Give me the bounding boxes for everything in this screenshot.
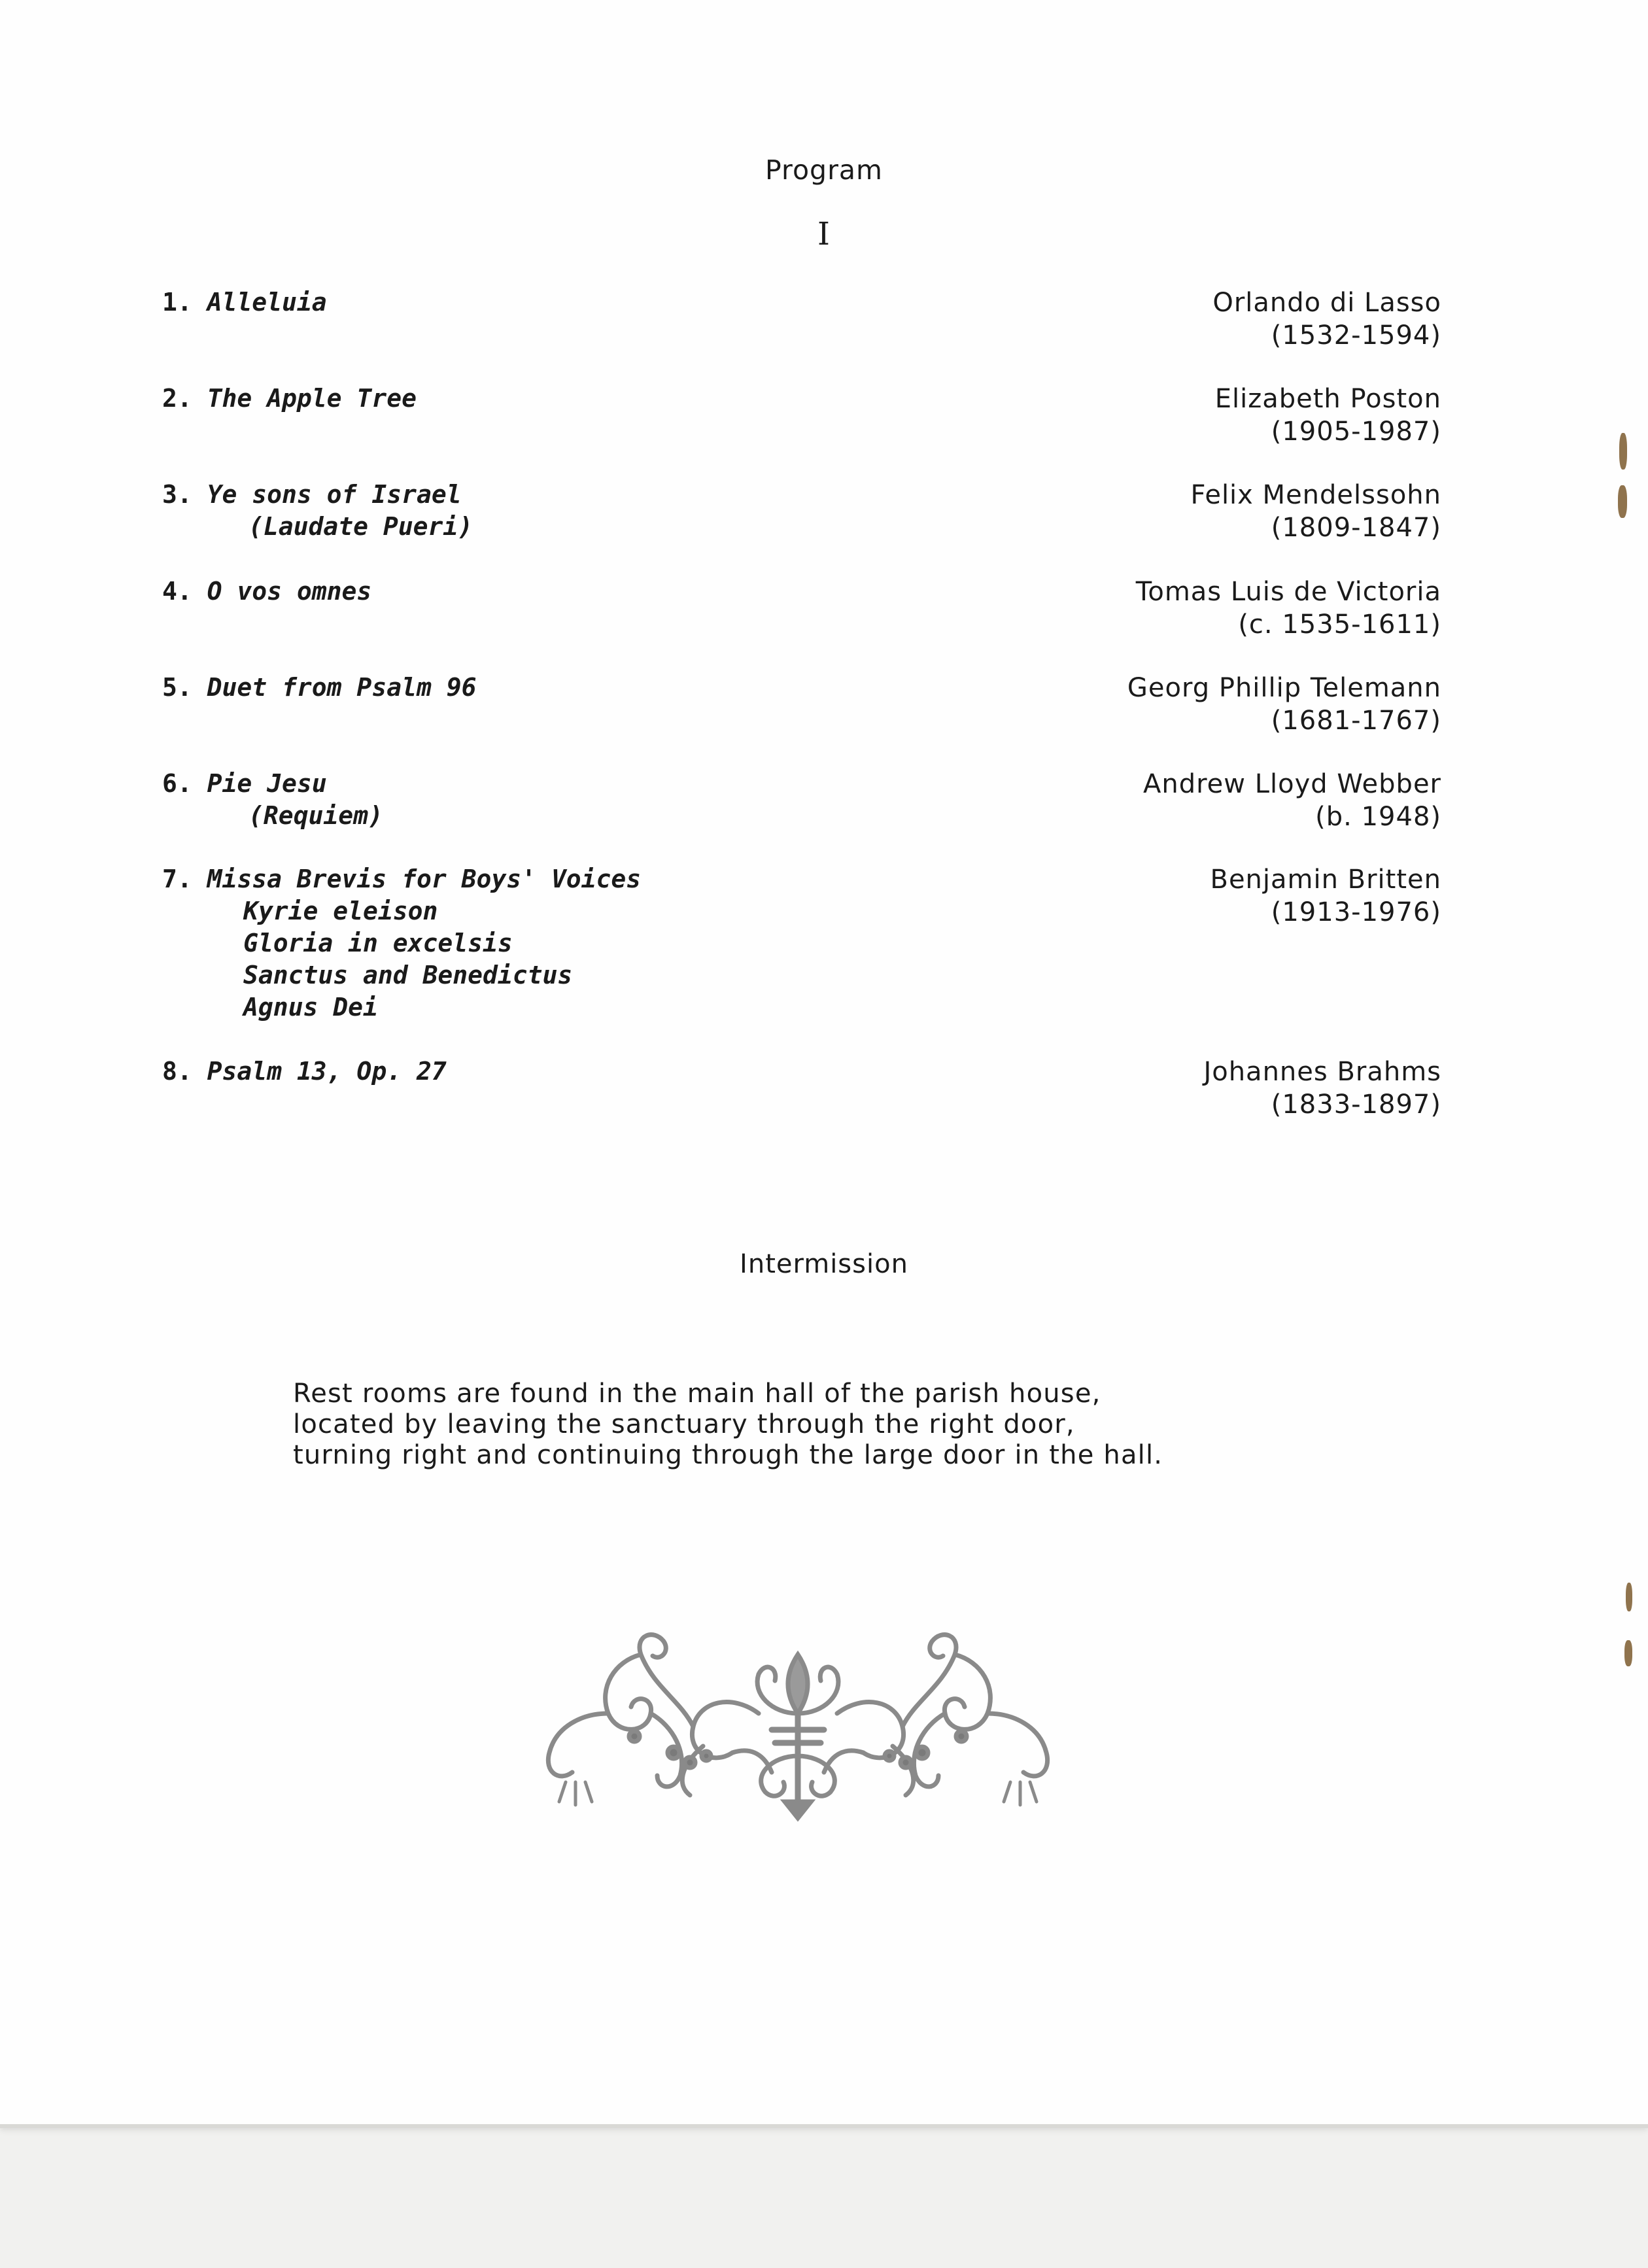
piece-name: Pie Jesu	[207, 769, 327, 798]
movement-kyrie: Kyrie eleison	[243, 897, 438, 925]
movement-agnus-dei: Agnus Dei	[243, 993, 378, 1022]
page-edge	[0, 2124, 1648, 2128]
composer-dates: (1913-1976)	[1271, 897, 1441, 927]
movement-gloria: Gloria in excelsis	[243, 929, 513, 957]
page-stain	[1619, 433, 1627, 470]
movement-sanctus: Sanctus and Benedictus	[243, 961, 573, 989]
piece-title	[162, 286, 327, 318]
intermission-heading: Intermission	[740, 1249, 908, 1279]
piece-name: Alleluia	[207, 288, 327, 317]
composer-block	[1127, 672, 1441, 737]
composer-name: Andrew Lloyd Webber	[1142, 769, 1441, 799]
piece-title	[162, 863, 641, 1023]
item-number: 6.	[162, 769, 192, 798]
piece-subtitle: (Requiem)	[249, 801, 383, 830]
composer-block	[1136, 576, 1441, 641]
composer-name: Tomas Luis de Victoria	[1135, 577, 1441, 607]
program-title: Program	[765, 154, 883, 186]
composer-name: Benjamin Britten	[1210, 865, 1441, 895]
composer-block	[1143, 768, 1441, 833]
piece-name: Psalm 13, Op. 27	[207, 1057, 447, 1086]
piece-title	[162, 576, 371, 608]
note-line-2: located by leaving the sanctuary through the right door,	[293, 1409, 1075, 1439]
note-line-3: turning right and continuing through the large door in the hall.	[293, 1440, 1163, 1470]
fleur-de-lis-scroll-ornament-icon	[536, 1615, 1059, 1831]
piece-name: Missa Brevis for Boys' Voices	[207, 865, 642, 893]
composer-block	[1191, 479, 1441, 544]
composer-dates: (b. 1948)	[1315, 802, 1441, 832]
composer-name: Johannes Brahms	[1203, 1057, 1441, 1087]
composer-dates: (1833-1897)	[1271, 1090, 1441, 1120]
composer-block	[1210, 863, 1442, 929]
composer-dates: (1905-1987)	[1271, 417, 1441, 447]
composer-name: Elizabeth Poston	[1214, 384, 1441, 414]
piece-name: O vos omnes	[207, 577, 372, 606]
item-number: 1.	[162, 288, 192, 317]
piece-title	[162, 383, 417, 415]
item-number: 4.	[162, 577, 192, 606]
composer-block	[1203, 1056, 1441, 1121]
piece-title	[162, 479, 473, 543]
composer-name: Georg Phillip Telemann	[1127, 673, 1441, 703]
item-number: 5.	[162, 673, 192, 702]
restroom-note	[293, 1379, 1163, 1471]
composer-name: Orlando di Lasso	[1212, 288, 1441, 318]
piece-name: The Apple Tree	[207, 384, 417, 413]
composer-block	[1215, 383, 1441, 448]
composer-dates: (c. 1535-1611)	[1238, 610, 1441, 640]
piece-subtitle: (Laudate Pueri)	[249, 512, 473, 541]
piece-title	[162, 1056, 447, 1088]
part-numeral: I	[817, 216, 831, 252]
note-line-1: Rest rooms are found in the main hall of the parish house,	[293, 1379, 1101, 1409]
piece-name: Ye sons of Israel	[207, 480, 462, 509]
page-stain	[1618, 485, 1627, 518]
item-number: 3.	[162, 480, 192, 509]
page-stain	[1626, 1583, 1632, 1611]
composer-block	[1212, 286, 1441, 352]
composer-dates: (1532-1594)	[1271, 320, 1441, 351]
page-stain	[1624, 1640, 1632, 1666]
item-number: 7.	[162, 865, 192, 893]
composer-dates: (1809-1847)	[1271, 513, 1441, 543]
item-number: 8.	[162, 1057, 192, 1086]
piece-title	[162, 768, 383, 832]
composer-name: Felix Mendelssohn	[1190, 480, 1441, 510]
composer-dates: (1681-1767)	[1271, 706, 1441, 736]
piece-name: Duet from Psalm 96	[207, 673, 477, 702]
piece-title	[162, 672, 476, 704]
item-number: 2.	[162, 384, 192, 413]
